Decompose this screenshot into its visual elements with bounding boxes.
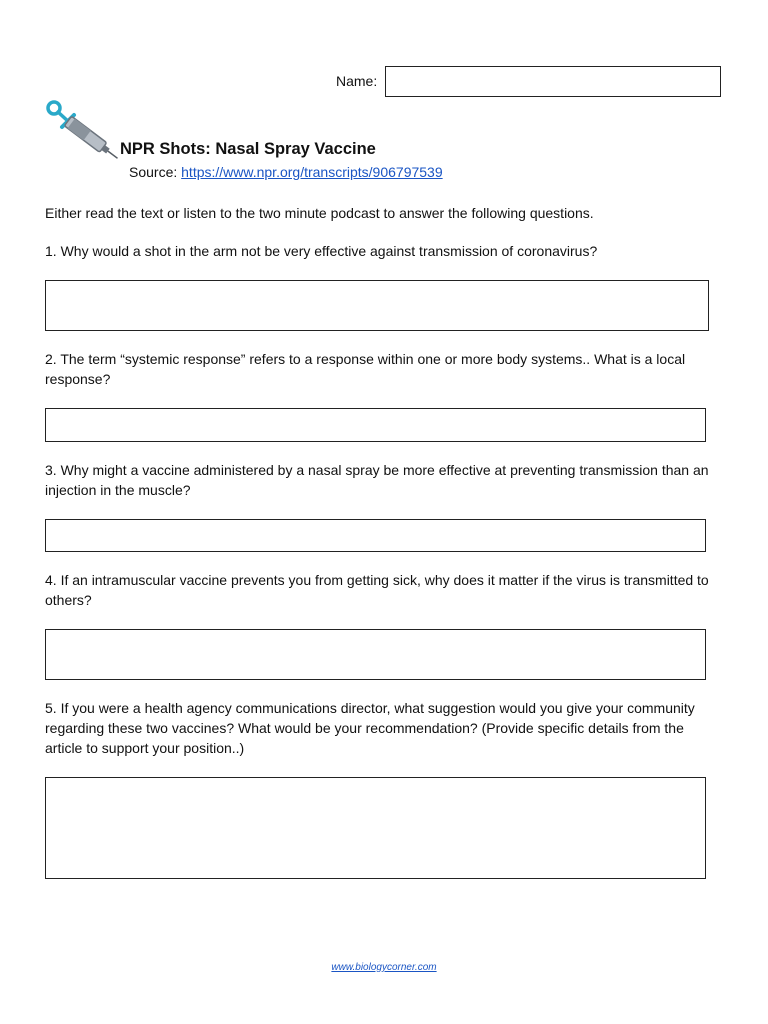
name-label: Name: (336, 73, 378, 89)
answer-box-5[interactable] (45, 777, 706, 879)
source-label: Source: (129, 164, 182, 180)
page-title: NPR Shots: Nasal Spray Vaccine (120, 140, 376, 158)
question-1: 1. Why would a shot in the arm not be very effective against transmission of coronavirus? (45, 243, 598, 259)
footer-link[interactable]: www.biologycorner.com (331, 962, 437, 973)
source-line (129, 164, 443, 180)
syringe-icon (44, 99, 120, 161)
footer (0, 962, 768, 973)
question-5: 5. If you were a health agency communications director, what suggestion would you give your community regarding these two vaccines? What would be your recommendation? (Provide specific details from the article to support your position..) (45, 700, 695, 756)
question-4: 4. If an intramuscular vaccine prevents you from getting sick, why does it matter if the virus is transmitted to others? (45, 572, 709, 608)
instructions-text: Either read the text or listen to the two minute podcast to answer the following questions. (45, 205, 594, 221)
name-field[interactable] (385, 66, 721, 97)
source-link[interactable]: https://www.npr.org/transcripts/906797539 (181, 164, 443, 180)
question-2: 2. The term “systemic response” refers to a response within one or more body systems.. What is a local response? (45, 351, 686, 387)
answer-box-2[interactable] (45, 408, 706, 442)
answer-box-3[interactable] (45, 519, 706, 552)
answer-box-4[interactable] (45, 629, 706, 680)
question-3: 3. Why might a vaccine administered by a nasal spray be more effective at preventing transmission than an injection in the muscle? (45, 462, 709, 498)
answer-box-1[interactable] (45, 280, 709, 331)
